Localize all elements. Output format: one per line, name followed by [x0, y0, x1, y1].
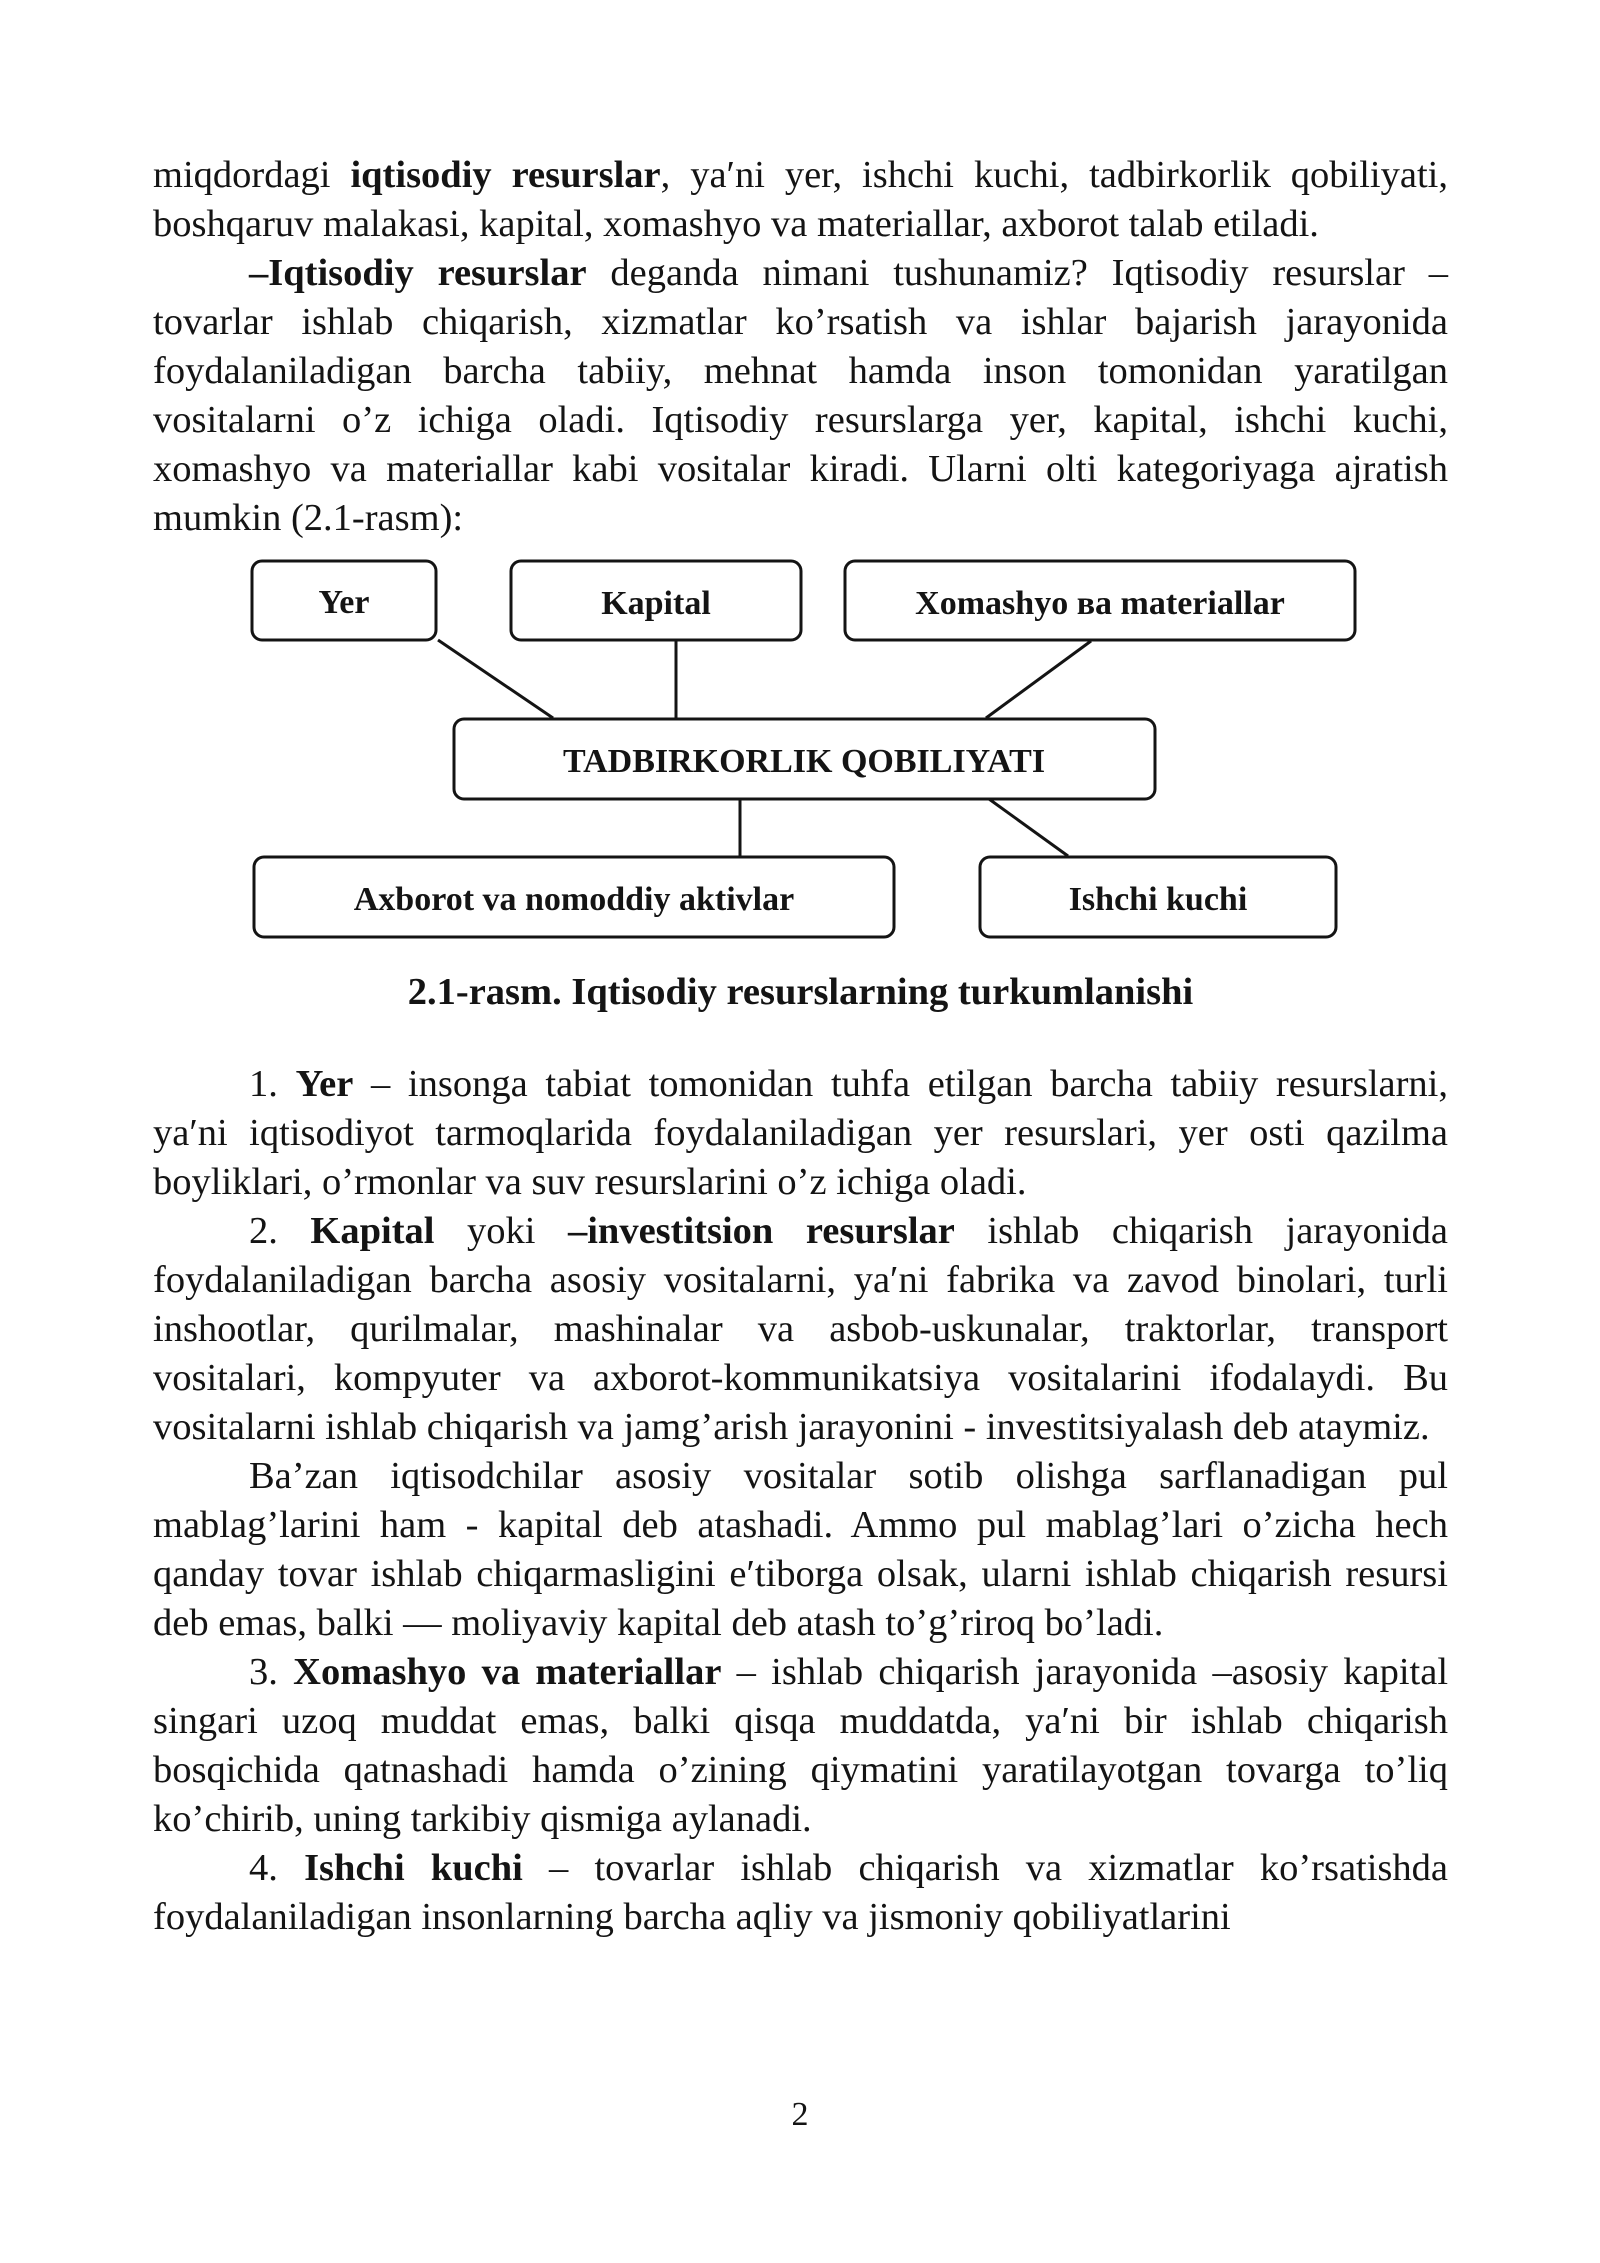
- resources-diagram: [0, 540, 1600, 960]
- label-kapital: Kapital: [601, 585, 711, 622]
- label-axborot: Axborot va nomoddiy aktivlar: [353, 881, 795, 918]
- term-xomashyo: Xomashyo va materiallar: [293, 1651, 722, 1693]
- paragraph-yer: 1. Yer – insonga tabiat tomonidan tuhfa etilgan barcha tabiiy resurslarni, ya′ni iqtisodiyot tarmoqlarida foydalaniladigan yer resurslari, yer osti qazilma boyliklari, o’rmonlar va suv resurslarini o’z ichiga oladi.: [153, 1063, 1449, 1203]
- paragraph-kapital: 2. Kapital yoki –investitsion resurslar ishlab chiqarish jarayonida foydalaniladigan barcha asosiy vositalarni, ya′ni fabrika va zavod binolari, turli inshootlar, qurilmalar, mashinalar va asbob-uskunalar, traktorlar, transport vositalari, kompyuter va axborot-kommunikatsiya vositalarini ifodalaydi. Bu vositalarni ishlab chiqarish va jamg’arish jarayonini - investitsiyalash deb ataymiz.: [153, 1210, 1448, 1448]
- figure-caption: 2.1-rasm. Iqtisodiy resurslarning turkumlanishi: [407, 971, 1194, 1013]
- connector-xomashyo: [986, 641, 1091, 718]
- connector-ishchi: [989, 799, 1068, 856]
- term-iqtisodiy-resurslar-heading: –Iqtisodiy resurslar: [249, 252, 587, 294]
- paragraph-moliyaviy-kapital: Ba’zan iqtisodchilar asosiy vositalar sotib olishga sarflanadigan pul mablag’larini ham - kapital deb atashadi. Ammo pul mablag’lari o’zicha hech qanday tovar ishlab chiqarmasligini e′tiborga olsak, ularni ishlab chiqarish resursi deb emas, balki ― moliyaviy kapital deb atash to’g’riroq bo’ladi.: [153, 1455, 1448, 1644]
- paragraph-intro-1: miqdordagi iqtisodiy resurslar, ya′ni yer, ishchi kuchi, tadbirkorlik qobiliyati, boshqaruv malakasi, kapital, xomashyo va materiallar, axborot talab etiladi.: [153, 154, 1448, 245]
- label-xomashyo: Xomashyo ва materiallar: [915, 585, 1285, 622]
- term-yer: Yer: [295, 1063, 354, 1105]
- term-ishchi-kuchi: Ishchi kuchi: [304, 1847, 523, 1889]
- term-iqtisodiy-resurslar: iqtisodiy resurslar: [350, 154, 661, 196]
- intro-text: [153, 151, 1448, 543]
- paragraph-xomashyo: 3. Xomashyo va materiallar – ishlab chiqarish jarayonida –asosiy kapital singari uzoq muddat emas, balki qisqa muddatda, ya′ni bir ishlab chiqarish bosqichida qatnashadi hamda o’zining qiymatini yaratilayotgan tovarga to’liq ko’chirib, uning tarkibiy qismiga aylanadi.: [153, 1651, 1449, 1840]
- page-number: 2: [791, 2096, 809, 2133]
- term-kapital: Kapital: [310, 1210, 435, 1252]
- term-investitsion-resurslar: –investitsion resurslar: [567, 1210, 955, 1252]
- connector-yer: [438, 640, 553, 718]
- paragraph-ishchi-kuchi: 4. Ishchi kuchi – tovarlar ishlab chiqarish va xizmatlar ko’rsatishda foydalaniladigan insonlarning barcha aqliy va jismoniy qobiliyatlarini: [153, 1847, 1449, 1938]
- paragraph-intro-2: –Iqtisodiy resurslar deganda nimani tushunamiz? Iqtisodiy resurslar – tovarlar ishlab chiqarish, xizmatlar ko’rsatish va ishlar bajarish jarayonida foydalaniladigan barcha tabiiy, mehnat hamda inson tomonidan yaratilgan vositalarni o’z ichiga oladi. Iqtisodiy resurslarga yer, kapital, ishchi kuchi, xomashyo va materiallar kabi vositalar kiradi. Ularni olti kategoriyaga ajratish mumkin (2.1-rasm):: [153, 252, 1448, 539]
- label-yer: Yer: [318, 584, 370, 621]
- label-center: TADBIRKORLIK QOBILIYATI: [562, 743, 1046, 780]
- label-ishchi: Ishchi kuchi: [1068, 881, 1248, 918]
- body-text: [153, 1060, 1448, 1942]
